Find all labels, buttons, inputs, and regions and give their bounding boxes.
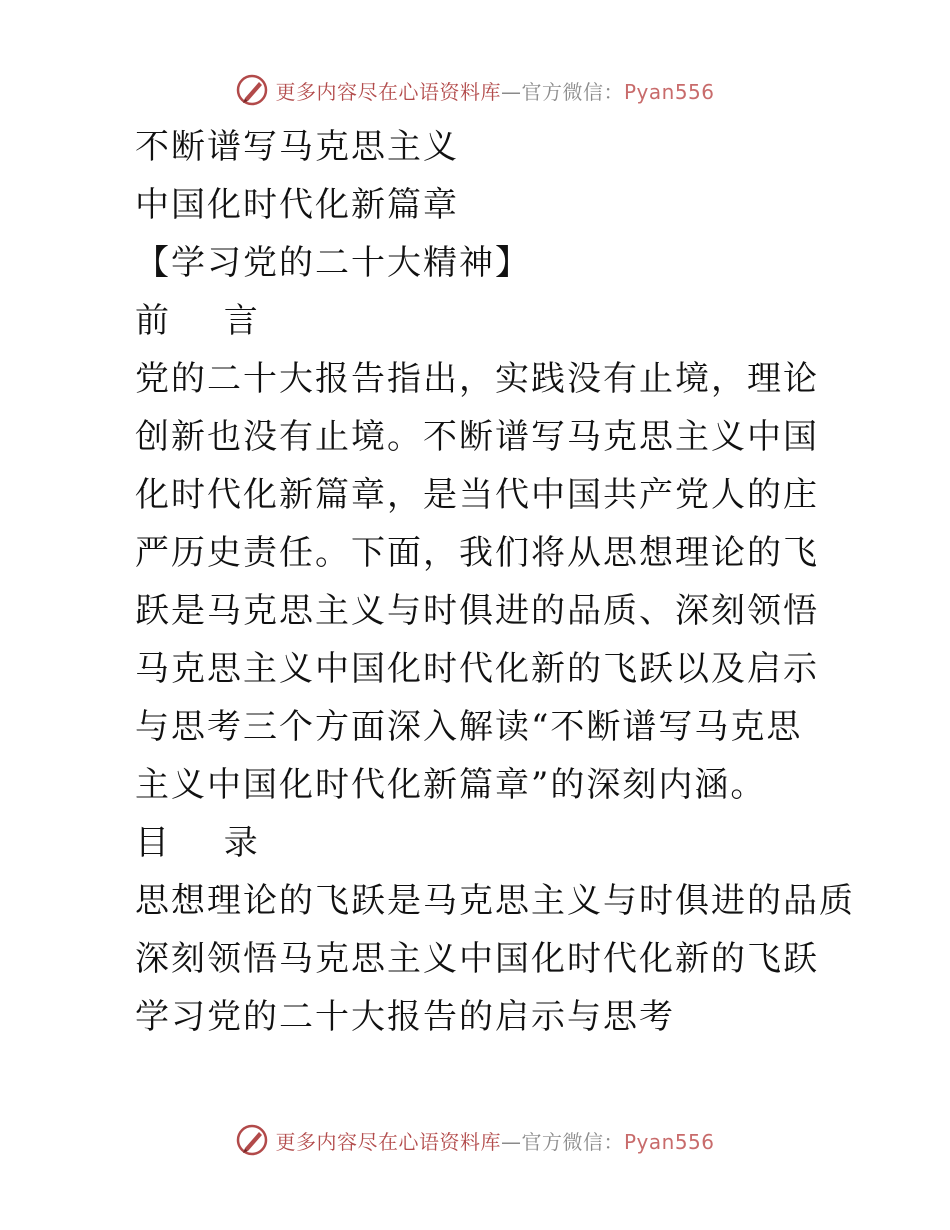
title-line-2: 中国化时代化新篇章: [135, 185, 459, 225]
preface-line: 跃是马克思主义与时俱进的品质、深刻领悟: [135, 591, 819, 631]
preface-heading: 前 言: [135, 301, 280, 341]
preface-line: 严历史责任。下面，我们将从思想理论的飞: [135, 533, 819, 573]
preface-line: 化时代化新篇章，是当代中国共产党人的庄: [135, 475, 819, 515]
watermark-wechat-label: 官方微信：: [521, 79, 624, 104]
watermark-wechat-label: 官方微信：: [521, 1129, 624, 1154]
watermark-site: 更多内容尽在心语资料库: [275, 1129, 501, 1154]
preface-line: 创新也没有止境。不断谱写马克思主义中国: [135, 417, 819, 457]
pen-logo-icon: [235, 73, 269, 107]
pen-logo-icon: [235, 1123, 269, 1157]
toc-item: 学习党的二十大报告的启示与思考: [135, 997, 675, 1037]
preface-line: 马克思主义中国化时代化新的飞跃以及启示: [135, 649, 819, 689]
watermark-separator: —: [500, 79, 522, 104]
footer-watermark: [0, 1120, 950, 1160]
watermark-site: 更多内容尽在心语资料库: [275, 79, 501, 104]
watermark-wechat-id: Pyan556: [623, 79, 715, 104]
document-body: [135, 118, 855, 1046]
toc-item: 思想理论的飞跃是马克思主义与时俱进的品质: [135, 881, 855, 921]
toc-item: 深刻领悟马克思主义中国化时代化新的飞跃: [135, 939, 819, 979]
title-line-1: 不断谱写马克思主义: [135, 127, 459, 167]
watermark-wechat-id: Pyan556: [623, 1129, 715, 1154]
toc-heading: 目 录: [135, 823, 280, 863]
preface-line: 党的二十大报告指出，实践没有止境，理论: [135, 359, 819, 399]
header-watermark: [0, 70, 950, 110]
series-tag: 【学习党的二十大精神】: [135, 243, 531, 283]
watermark-separator: —: [500, 1129, 522, 1154]
preface-line: 与思考三个方面深入解读“不断谱写马克思: [135, 707, 803, 747]
preface-line: 主义中国化时代化新篇章”的深刻内涵。: [135, 765, 767, 805]
watermark-text: [275, 76, 714, 105]
watermark-text: [275, 1126, 714, 1155]
